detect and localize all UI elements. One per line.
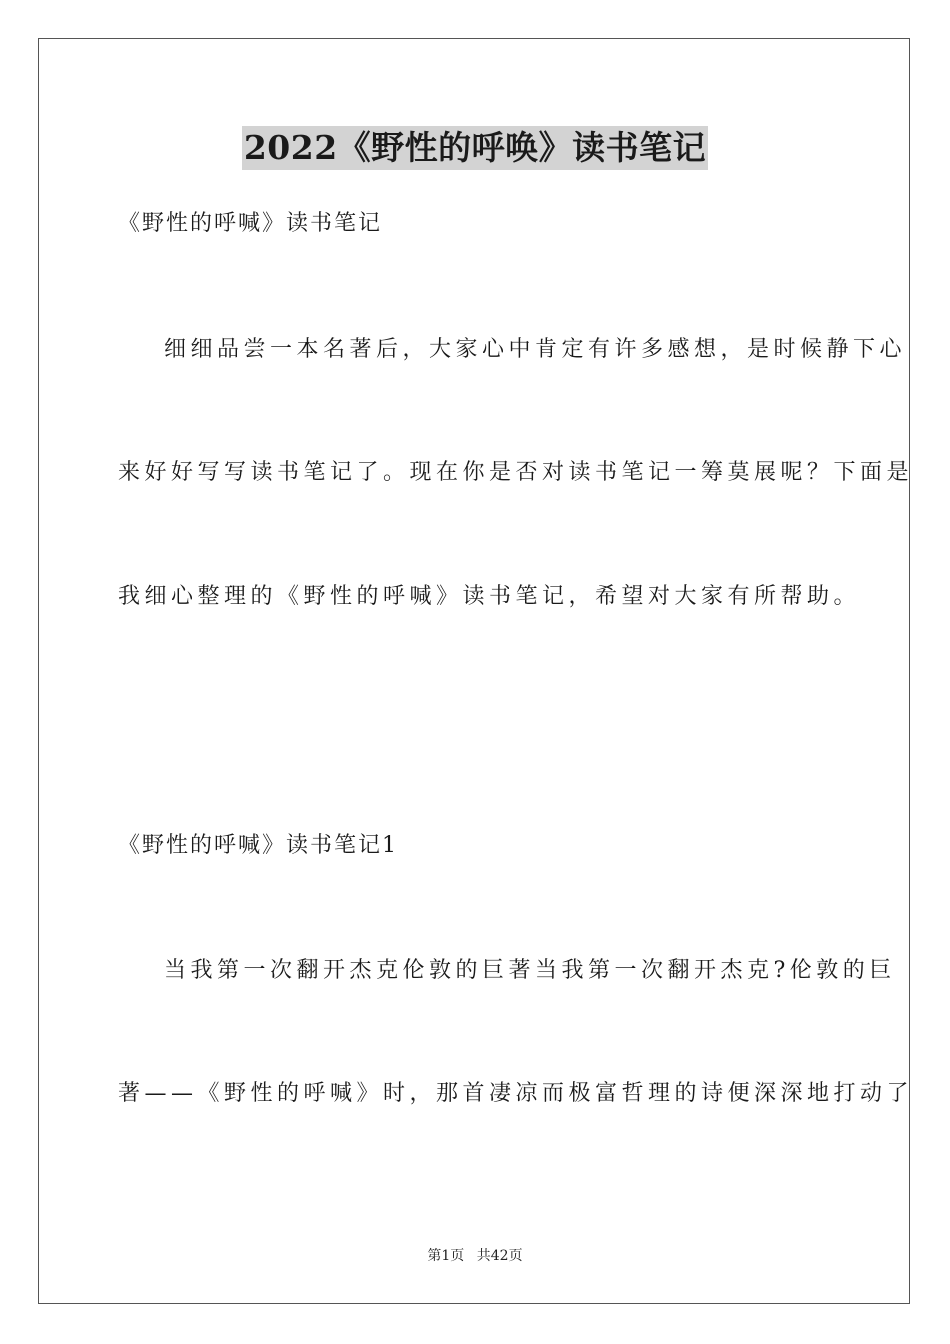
title-container [0, 126, 950, 170]
body-line-1: 当我第一次翻开杰克伦敦的巨著当我第一次翻开杰克?伦敦的巨 [164, 958, 896, 983]
intro-line-3: 我细心整理的《野性的呼喊》读书笔记，希望对大家有所帮助。 [118, 584, 861, 609]
page-number: 第1页 [427, 1248, 465, 1264]
document-title: 2022《野性的呼唤》读书笔记 [242, 126, 708, 170]
subheading-note-1: 《野性的呼喊》读书笔记1 [118, 833, 398, 858]
page-total: 共42页 [476, 1248, 523, 1264]
page-footer [0, 1246, 950, 1266]
body-line-2: 著——《野性的呼喊》时，那首凄凉而极富哲理的诗便深深地打动了 [118, 1081, 914, 1106]
subheading-intro: 《野性的呼喊》读书笔记 [118, 211, 383, 236]
intro-line-1: 细细品尝一本名著后，大家心中肯定有许多感想，是时候静下心 [164, 337, 907, 362]
intro-line-2: 来好好写写读书笔记了。现在你是否对读书笔记一筹莫展呢？下面是 [118, 460, 914, 485]
